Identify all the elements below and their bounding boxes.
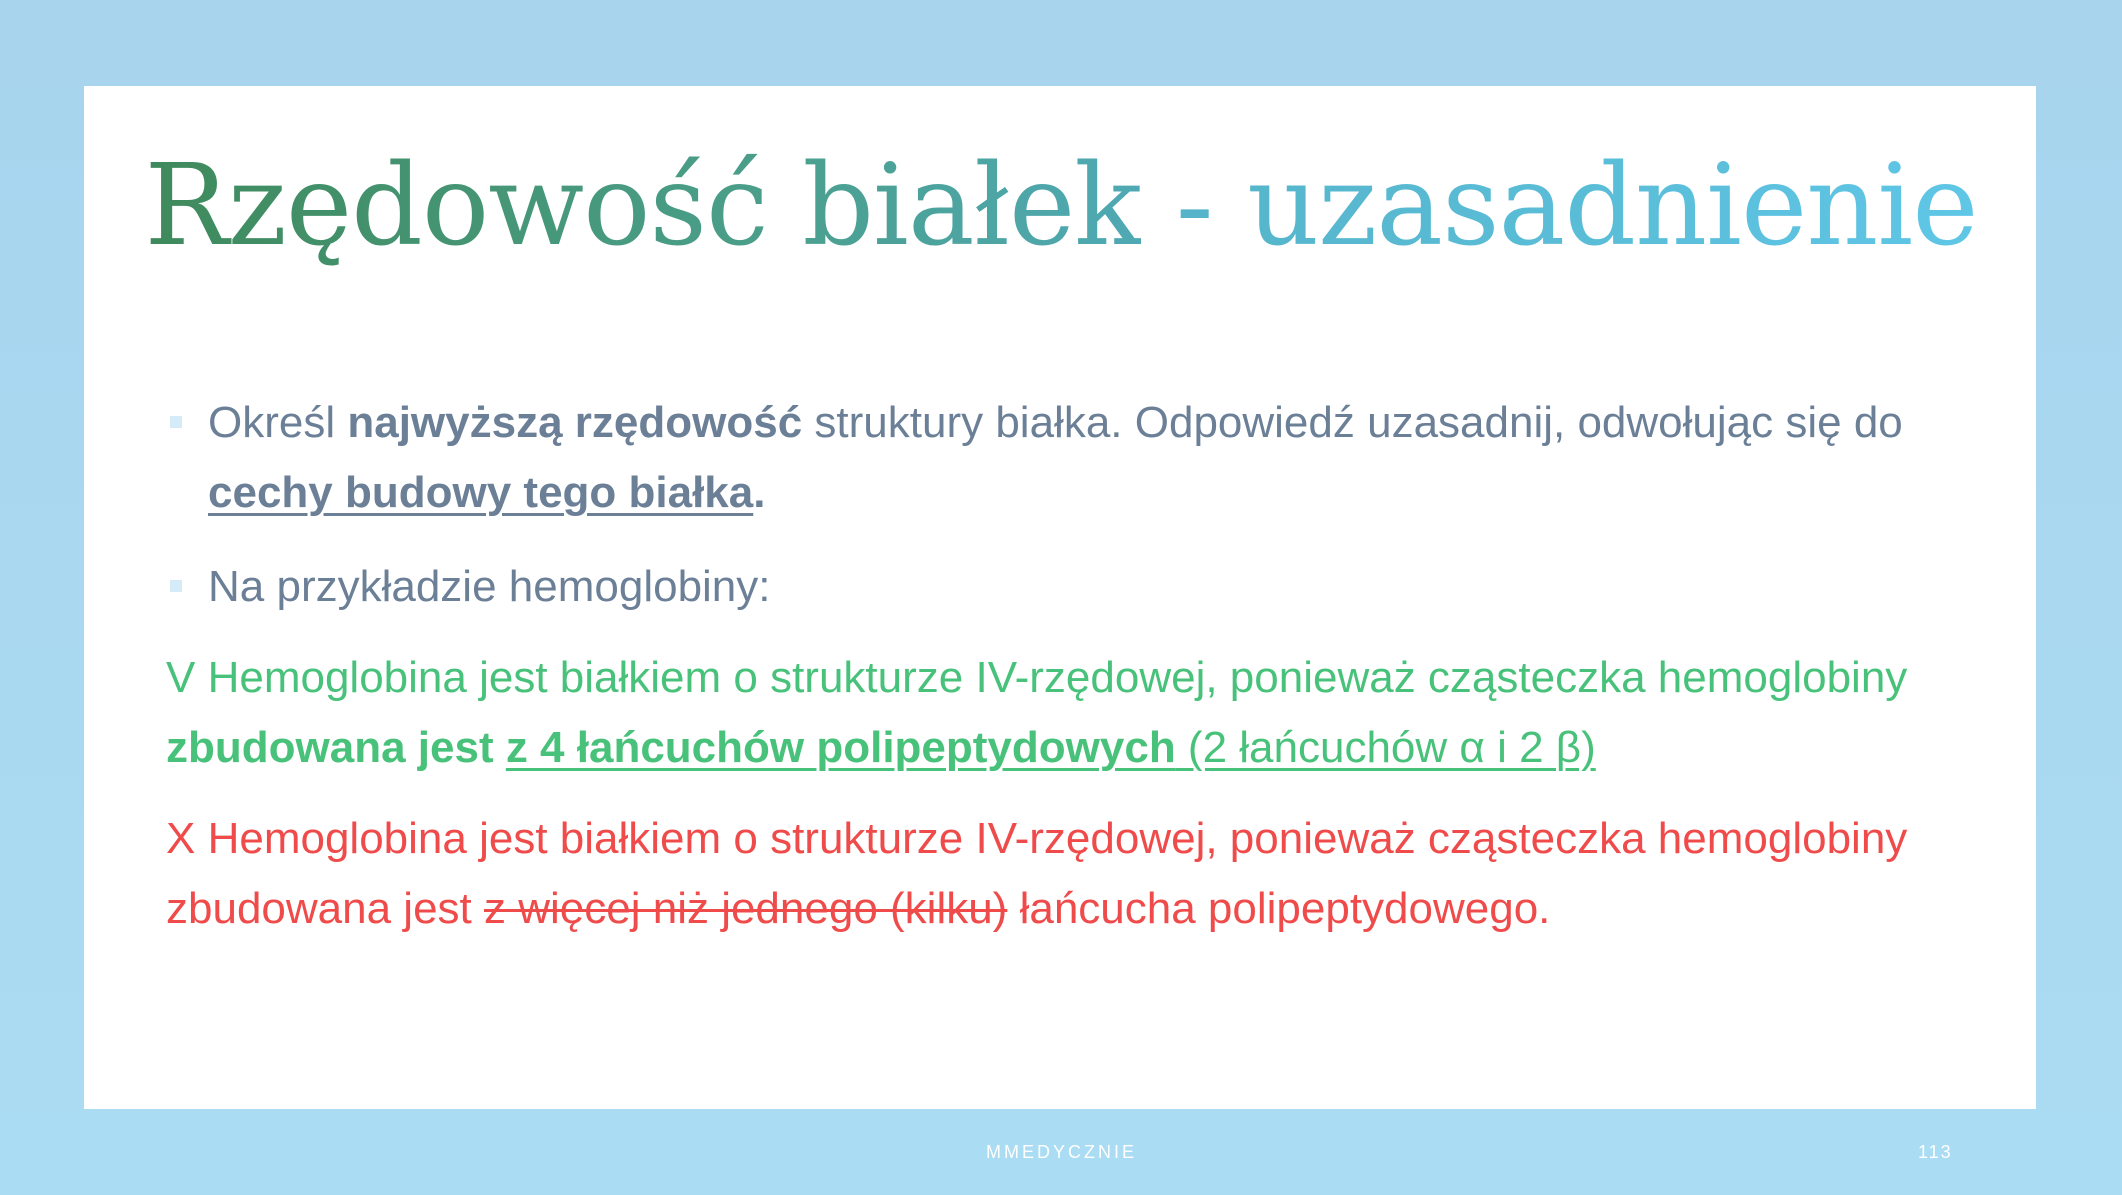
- footer-page-number: 113: [1918, 1142, 1953, 1162]
- bullet-emphasis: najwyższą rzędowość: [347, 398, 803, 447]
- bullet-text: struktury białka. Odpowiedź uzasadnij, odwołując się do: [802, 398, 1903, 447]
- bullet-text: Określ: [208, 398, 348, 447]
- answer-correct-text: V Hemoglobina jest białkiem o strukturze IV-rzędowej, ponieważ cząsteczka hemoglobiny: [166, 653, 1908, 702]
- bullet-list: [166, 388, 1986, 646]
- bullet-square-icon: [170, 416, 182, 428]
- bullet-emphasis-underlined: cechy budowy tego białka: [208, 468, 754, 517]
- slide-title: [0, 141, 2122, 271]
- answer-correct-bold: zbudowana jest: [166, 723, 506, 772]
- footer-brand: MMEDYCZNIE: [986, 1142, 1137, 1162]
- answer-wrong-suffix: łańcucha polipeptydowego.: [1007, 884, 1551, 933]
- answer-wrong: [166, 804, 2036, 944]
- answer-correct: [166, 643, 2036, 783]
- answer-wrong-struck-phrase: z więcej niż jednego (kilku): [484, 884, 1008, 933]
- title-part-main: Rzędowość białek: [144, 141, 1142, 271]
- bullet-text: Na przykładzie hemoglobiny:: [208, 562, 771, 611]
- title-part-sub: - uzasadnienie: [1175, 141, 1978, 271]
- bullet-period: .: [753, 468, 766, 517]
- answer-correct-key-phrase: z 4 łańcuchów polipeptydowych: [505, 723, 1176, 772]
- answer-correct-detail: (2 łańcuchów α i 2 β): [1175, 723, 1596, 772]
- bullet-item-task: [166, 388, 1986, 528]
- answer-wrong-text: X Hemoglobina jest białkiem o strukturze IV-rzędowej, ponieważ cząsteczka hemoglobiny zbudowana jest: [166, 814, 1908, 933]
- bullet-square-icon: [170, 580, 182, 592]
- bullet-item-example: [166, 552, 1986, 622]
